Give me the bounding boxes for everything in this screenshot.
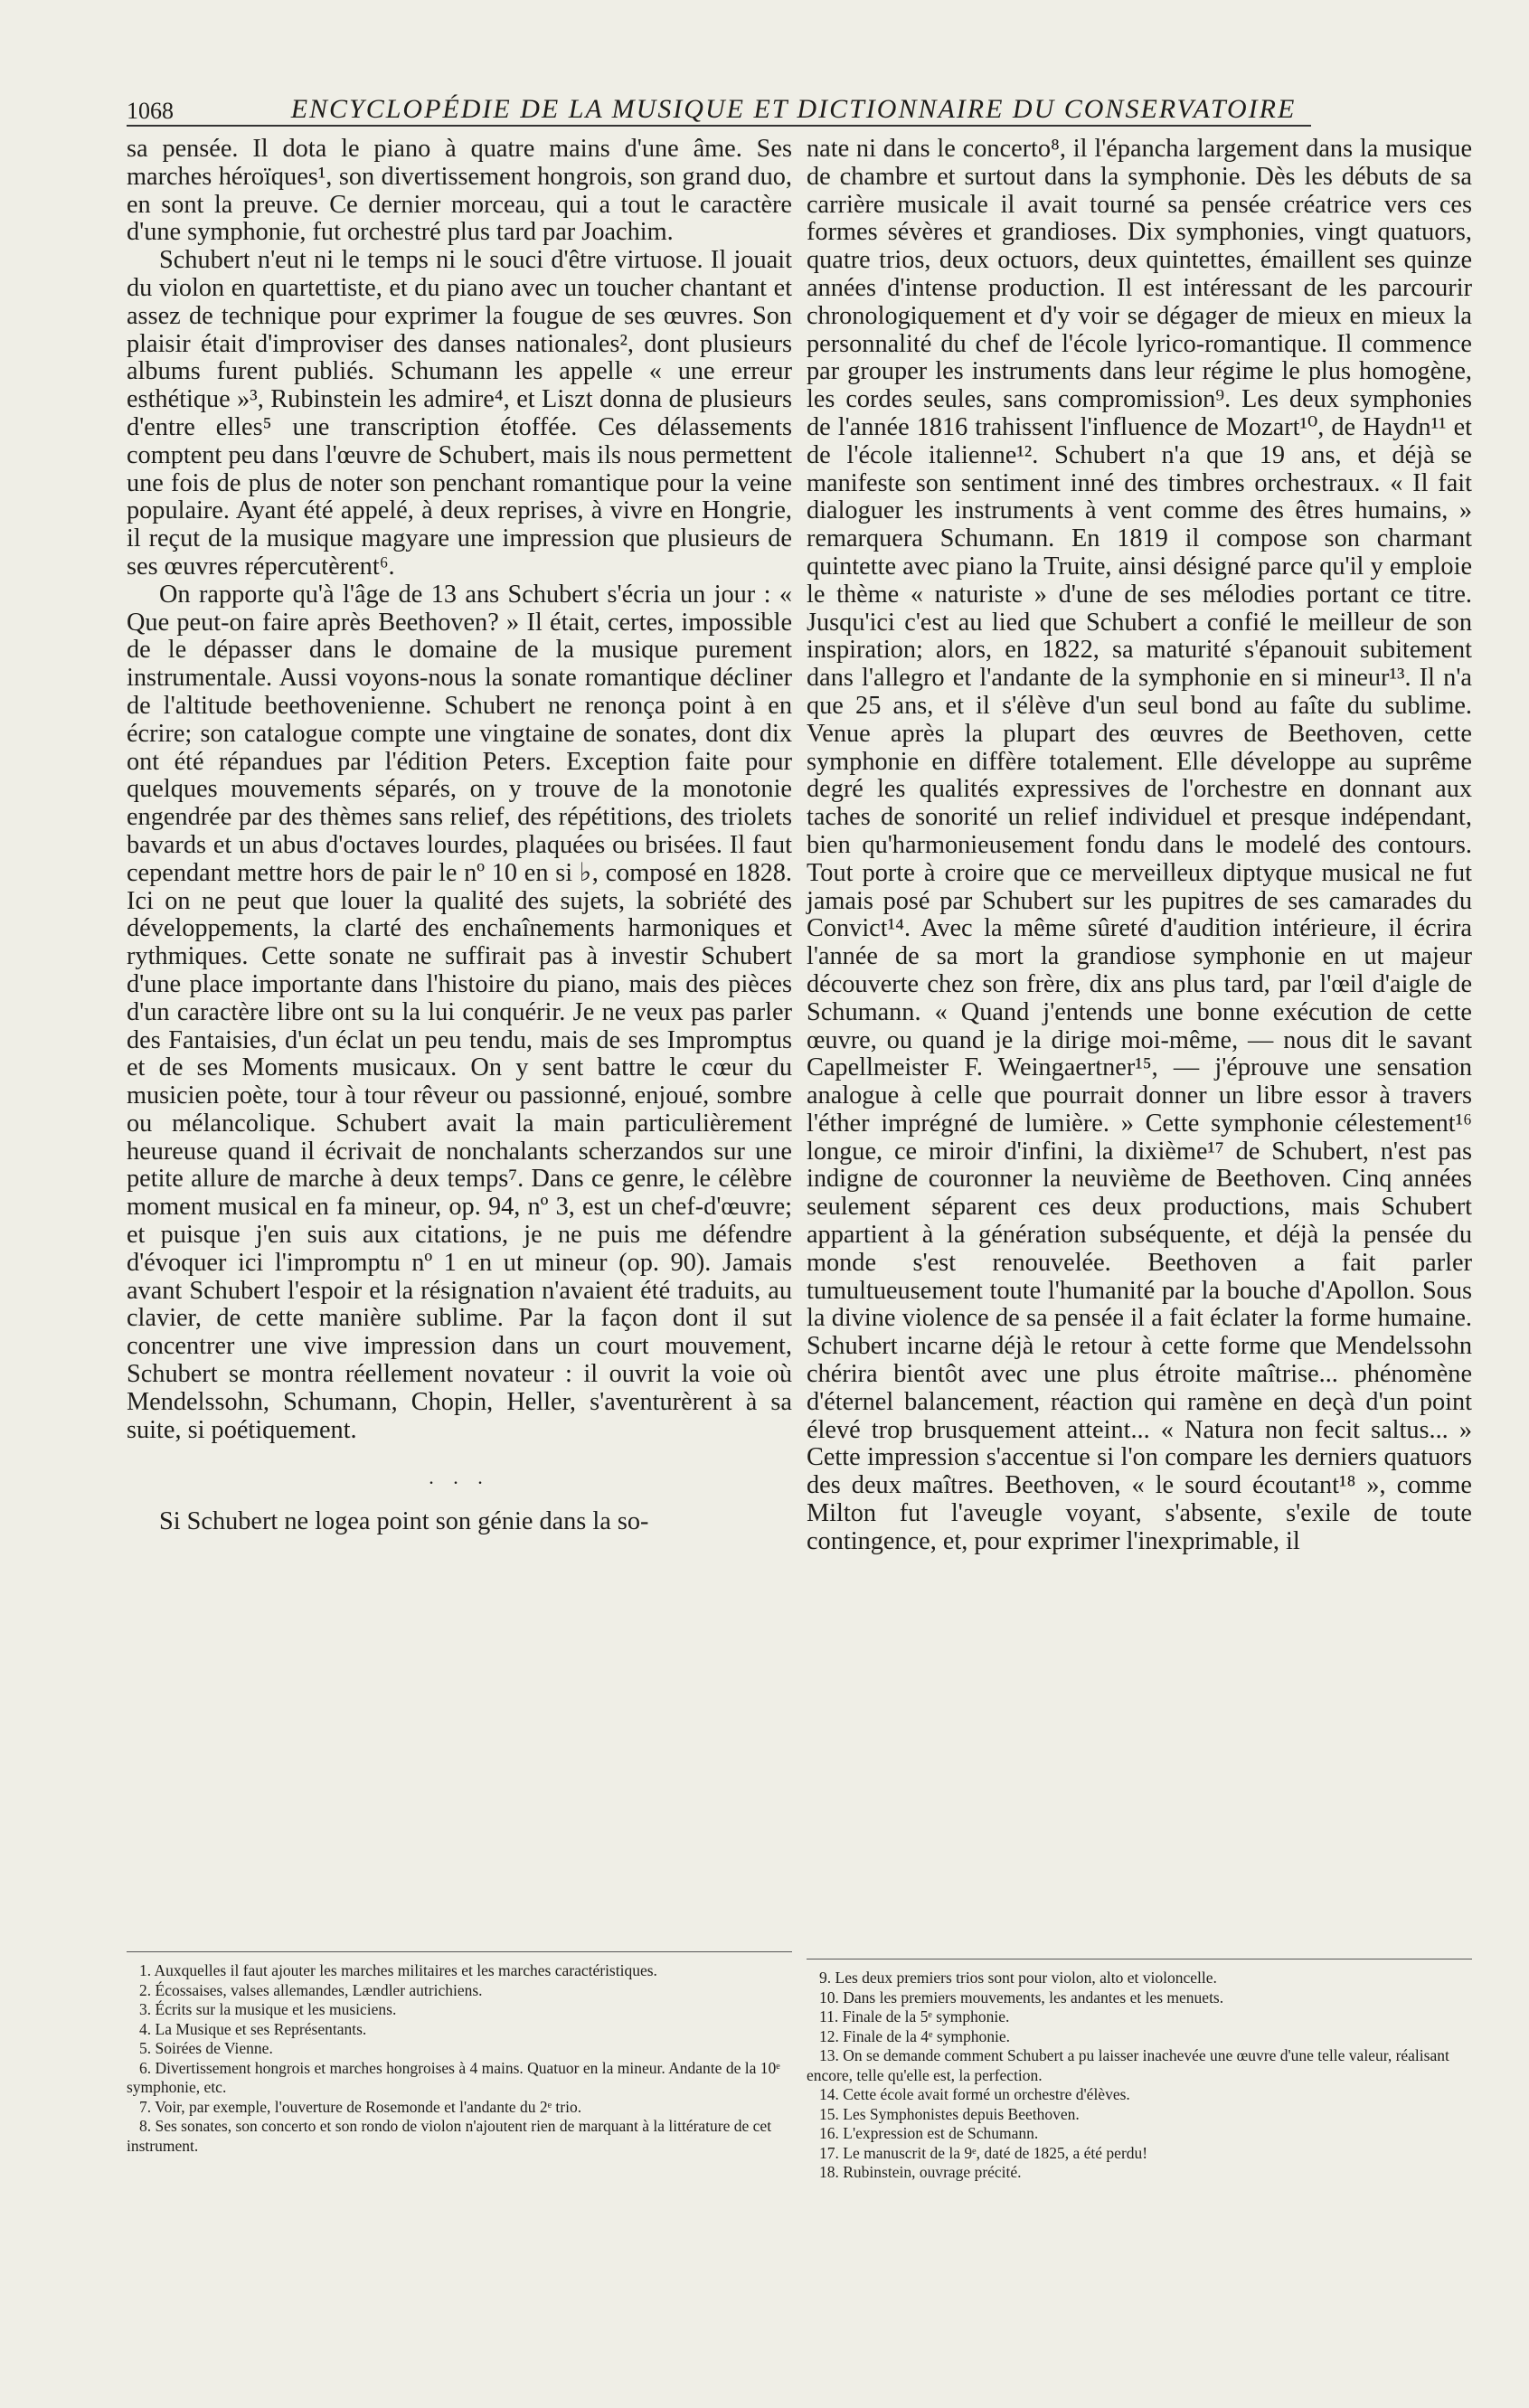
running-title: ENCYCLOPÉDIE DE LA MUSIQUE ET DICTIONNAIRE DU CONSERVATOIRE xyxy=(290,94,1297,124)
footnote: 6. Divertissement hongrois et marches hongroises à 4 mains. Quatuor en la mineur. Andante de la 10ᵉ symphonie, etc. xyxy=(127,2058,780,2096)
right-paragraph-1: nate ni dans le concerto⁸, il l'épancha largement dans la musique de chambre et surtout dans la symphonie. Dès les débuts de sa carrière musicale il avait tourné sa pensée créatrice vers ces formes sévères et grandioses. Dix symphonies, vingt quatuors, quatre trios, deux octuors, deux quintettes, émaillent ses quinze années d'intense production. Il est intéressant de les parcourir chronologiquement et d'y voir se dégager de mieux en mieux la personnalité du chef de l'école lyrico-romantique. Il commence par grouper les instruments dans leur régime le plus homogène, les cordes seules, sans compromission⁹. Les deux symphonies de l'année 1816 trahissent l'influence de Mozart¹⁰, de Haydn¹¹ et de l'école italienne¹². Schubert n'a que 19 ans, et déjà se manifeste son sentiment inné des timbres orchestraux. « Il fait dialoguer les instruments à vent comme des êtres humains, » remarquera Schumann. En 1819 il compose son charmant quintette avec piano la Truite, ainsi désigné parce qu'il y emploie le thème « naturiste » d'une de ses mélodies portant ce titre. Jusqu'ici c'est au lied que Schubert a confié le meilleur de son inspiration; alors, en 1822, sa maturité s'épanouit subitement dans l'allegro et l'andante de la symphonie en si mineur¹³. Il n'a que 25 ans, et il s'élève d'un seul bond au faîte du sublime. Venue après la plupart des œuvres de Beethoven, cette symphonie en diffère totalement. Elle développe au suprême degré les qualités expressives de l'orchestre en donnant aux taches de sonorité un relief individuel et presque indépendant, bien qu'harmonieusement fondu dans le modelé des contours. Tout porte à croire que ce merveilleux diptyque musical ne fut jamais posé par Schubert sur les pupitres de ses camarades du Convict¹⁴. Avec la même sûreté d'audition intérieure, il écrira l'année de sa mort la grandiose symphonie en ut majeur découverte chez son frère, dix ans plus tard, par l'œil d'aigle de Schumann. « Quand j'entends une bonne exécution de cette œuvre, ou quand je la dirige moi-même, — nous dit le savant Capellmeister F. Weingaertner¹⁵, — j'éprouve une sensation analogue à celle que pourrait donner un libre essor à travers l'éther imprégné de lumière. » Cette symphonie célestement¹⁶ longue, ce miroir d'infini, la dixième¹⁷ de Schubert, n'est pas indigne de couronner la neuvième de Beethoven. Cinq années seulement séparent ces deux productions, mais Schubert appartient à la génération subséquente, et déjà la pensée du monde s'est renouvelée. Beethoven a fait parler tumultueusement toute l'humanité par la bouche d'Apollon. Sous la divine violence de sa pensée il a fait éclater la forme humaine. Schubert incarne déjà le retour à cette forme que Mendelssohn chérira bientôt avec une plus étroite maîtrise... phénomène d'éternel balancement, réaction qui ramène en deçà d'un point élevé trop brusquement atteint... « Natura non fecit saltus... » Cette impression s'accentue si l'on compare les derniers quatuors des deux maîtres. Beethoven, « le sourd écoutant¹⁸ », comme Milton fut l'aveugle voyant, s'absente, s'exile de toute contingence, et, pour exprimer l'inexprimable, il xyxy=(807,135,1472,1555)
footnote: 12. Finale de la 4ᵉ symphonie. xyxy=(819,2026,1011,2045)
footnote: 9. Les deux premiers trios sont pour violon, alto et violoncelle. xyxy=(819,1969,1217,1987)
footnote: 15. Les Symphonistes depuis Beethoven. xyxy=(819,2104,1080,2123)
footnote: 10. Dans les premiers mouvements, les andantes et les menuets. xyxy=(819,1988,1224,2007)
footnote: 1. Auxquelles il faut ajouter les marches militaires et les marches caractéristiques. xyxy=(139,1961,657,1979)
footnote: 5. Soirées de Vienne. xyxy=(139,2039,273,2057)
left-paragraph-4: Si Schubert ne logea point son génie dans la so- xyxy=(159,1507,649,1536)
footnote: 8. Ses sonates, son concerto et son rondo de violon n'ajoutent rien de marquant à la littérature de cet instrument. xyxy=(127,2117,772,2155)
left-paragraph-1: sa pensée. Il dota le piano à quatre mains d'une âme. Ses marches héroïques¹, son divertissement hongrois, son grand duo, en sont la preuve. Ce dernier morceau, qui a tout le caractère d'une symphonie, fut orchestré plus tard par Joachim. xyxy=(127,135,792,247)
page-number: 1068 xyxy=(127,98,174,124)
footnote: 2. Écossaises, valses allemandes, Lændler autrichiens. xyxy=(139,1980,483,1999)
footnotes-right xyxy=(807,1959,1472,2183)
footnotes-left xyxy=(127,1951,792,2156)
footnote: 7. Voir, par exemple, l'ouverture de Rosemonde et l'andante du 2ᵉ trio. xyxy=(139,2097,582,2116)
footnote: 14. Cette école avait formé un orchestre d'élèves. xyxy=(819,2085,1130,2103)
footnote: 3. Écrits sur la musique et les musiciens. xyxy=(139,2000,397,2018)
right-column xyxy=(807,136,1472,1556)
footnote: 16. L'expression est de Schumann. xyxy=(819,2124,1039,2142)
footnote: 13. On se demande comment Schubert a pu laisser inachevée une œuvre d'une telle valeur, réalisant encore, telle qu'elle est, la perfection. xyxy=(807,2046,1449,2084)
footnote: 4. La Musique et ses Représentants. xyxy=(139,2019,367,2038)
left-paragraph-2: Schubert n'eut ni le temps ni le souci d'être virtuose. Il jouait du violon en quartettiste, et du piano avec un toucher chantant et assez de technique pour exprimer la fougue de ses œuvres. Son plaisir était d'improviser des danses nationales², dont plusieurs albums furent publiés. Schumann les appelle « une erreur esthétique »³, Rubinstein les admire⁴, et Liszt donna de plusieurs d'entre elles⁵ une transcription étoffée. Ces délassements comptent peu dans l'œuvre de Schubert, mais ils nous permettent une fois de plus de noter son penchant romantique pour la veine populaire. Ayant été appelé, à deux reprises, à vivre en Hongrie, il reçut de la musique magyare une impression que plusieurs de ses œuvres répercutèrent⁶. xyxy=(127,246,792,581)
left-paragraph-3: On rapporte qu'à l'âge de 13 ans Schubert s'écria un jour : « Que peut-on faire après Beethoven? » Il était, certes, impossible de le dépasser dans le domaine de la musique purement instrumentale. Aussi voyons-nous la sonate romantique décliner de l'altitude beethovenienne. Schubert ne renonça point à en écrire; son catalogue compte une vingtaine de sonates, dont dix ont été répandues par l'édition Peters. Exception faite pour quelques mouvements séparés, on y trouve de la monotonie engendrée par des thèmes sans relief, des répétitions, des triolets bavards et un abus d'octaves lourdes, plaquées ou brisées. Il faut cependant mettre hors de pair le nº 10 en si ♭, composé en 1828. Ici on ne peut que louer la qualité des sujets, la sobriété des développements, la clarté des enchaînements harmoniques et rythmiques. Cette sonate ne suffirait pas à investir Schubert d'une place importante dans l'histoire du piano, mais des pièces d'un caractère libre ont su la lui conquérir. Je ne veux pas parler des Fantaisies, d'un éclat un peu tendu, mais de ses Impromptus et de ses Moments musicaux. On y sent battre le cœur du musicien poète, tour à tour rêveur ou passionné, enjoué, sombre ou mélancolique. Schubert avait la main particulièrement heureuse quand il écrivait de nonchalants scherzandos sur une petite allure de marche à deux temps⁷. Dans ce genre, le célèbre moment musical en fa mineur, op. 94, nº 3, est un chef-d'œuvre; et puisque j'en suis aux citations, je ne puis me défendre d'évoquer ici l'impromptu nº 1 en ut mineur (op. 90). Jamais avant Schubert l'espoir et la résignation n'avaient été traduits, au clavier, de cette manière sublime. Par la façon dont il sut concentrer une vive impression dans un court mouvement, Schubert se montra réellement novateur : il ouvrit la voie où Mendelssohn, Schumann, Chopin, Heller, s'aventurèrent à sa suite, si poétiquement. xyxy=(127,580,792,1444)
footnote: 18. Rubinstein, ouvrage précité. xyxy=(819,2163,1022,2181)
footnote: 11. Finale de la 5ᵉ symphonie. xyxy=(819,2007,1010,2026)
page-header xyxy=(127,89,1311,127)
section-separator: . . . xyxy=(429,1466,490,1489)
left-column xyxy=(127,136,792,1536)
footnote: 17. Le manuscrit de la 9ᵉ, daté de 1825, a été perdu! xyxy=(819,2143,1148,2162)
